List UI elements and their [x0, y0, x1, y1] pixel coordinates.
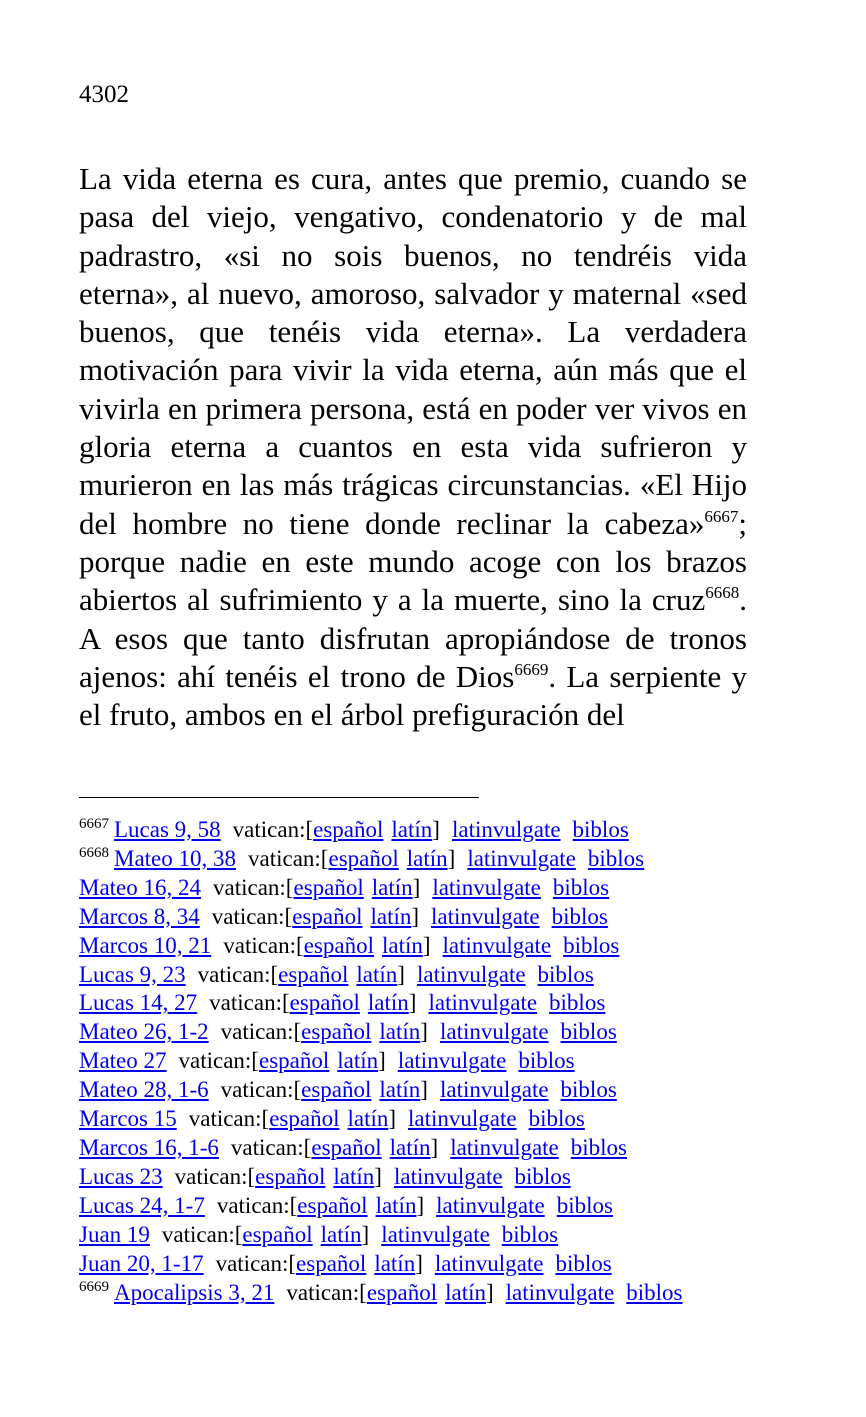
footnote-line: [79, 932, 759, 961]
biblos-link[interactable]: biblos: [552, 874, 610, 900]
body-text-segment: La vida eterna es cura, antes que premio, cuando se pasa del viejo, vengativo, condenatorio y de mal padrastro, «si no sois buenos, no tendréis vida eterna», al nuevo, amoroso, salvador y maternal «sed buenos, que tenéis vida eterna». La verdadera motivación para vivir la vida eterna, aún más que el vivirla en primera persona, está en poder ver vivos en gloria eterna a cuantos en esta vida sufrieron y murieron en las más trágicas circunstancias. «El Hijo del hombre no tiene donde reclinar la cabeza»: [79, 161, 747, 541]
latinvulgate-link[interactable]: latinvulgate: [434, 1250, 544, 1276]
body-text-segment: ; porque nadie en este mundo acoge con los brazos abiertos al sufrimiento y a la muerte, sino la cruz: [79, 505, 747, 618]
footnote-line: [79, 874, 759, 903]
latin-link[interactable]: latín: [391, 817, 433, 842]
latinvulgate-link[interactable]: latinvulgate: [381, 1221, 490, 1247]
scripture-reference-link[interactable]: Lucas 24, 1-7: [79, 1192, 205, 1218]
vatican-label: vatican:[: [213, 874, 294, 900]
biblos-link[interactable]: biblos: [560, 1077, 617, 1103]
biblos-link[interactable]: biblos: [518, 1048, 575, 1074]
espanol-link[interactable]: español: [297, 1192, 368, 1218]
espanol-link[interactable]: español: [328, 845, 399, 871]
latin-link[interactable]: latín: [379, 1019, 421, 1045]
latinvulgate-link[interactable]: latinvulgate: [397, 1048, 507, 1074]
latin-link[interactable]: latín: [389, 1134, 431, 1160]
vatican-label: vatican:[: [197, 961, 279, 987]
biblos-link[interactable]: biblos: [563, 932, 620, 958]
biblos-link[interactable]: biblos: [551, 903, 608, 929]
vatican-close: ]: [420, 1077, 428, 1103]
footnote-line: [79, 1221, 759, 1250]
footnote-line: [79, 1192, 759, 1221]
footnote-line: [79, 1047, 759, 1076]
scripture-reference-link[interactable]: Apocalipsis 3, 21: [114, 1279, 275, 1305]
espanol-link[interactable]: español: [301, 1077, 372, 1103]
latin-link[interactable]: latín: [320, 1221, 362, 1247]
footnote-ref-6669[interactable]: 6669: [514, 659, 549, 679]
footnote-line: [79, 989, 759, 1018]
latin-link[interactable]: latín: [367, 990, 409, 1016]
scripture-reference-link[interactable]: Mateo 27: [79, 1048, 167, 1074]
biblos-link[interactable]: biblos: [556, 1192, 613, 1218]
espanol-link[interactable]: español: [293, 874, 364, 900]
scripture-reference-link[interactable]: Mateo 26, 1-2: [79, 1019, 209, 1045]
espanol-link[interactable]: español: [255, 1163, 326, 1189]
footnote-number: 6669: [79, 1278, 109, 1295]
vatican-close: ]: [374, 1163, 382, 1189]
vatican-label: vatican:[: [220, 1019, 302, 1045]
scripture-reference-link[interactable]: Lucas 9, 58: [114, 817, 221, 842]
latinvulgate-link[interactable]: latinvulgate: [467, 845, 576, 871]
biblos-link[interactable]: biblos: [587, 845, 645, 871]
footnote-divider: [79, 797, 479, 798]
scripture-reference-link[interactable]: Mateo 10, 38: [114, 845, 237, 871]
footnote-ref-6667[interactable]: 6667: [704, 506, 739, 526]
vatican-label: vatican:[: [216, 1192, 298, 1218]
latin-link[interactable]: latín: [374, 1250, 416, 1276]
scripture-reference-link[interactable]: Lucas 9, 23: [79, 961, 186, 987]
footnote-line: [79, 1163, 759, 1192]
vatican-label: vatican:[: [215, 1250, 297, 1276]
vatican-close: ]: [361, 1221, 370, 1247]
latinvulgate-link[interactable]: latinvulgate: [505, 1279, 615, 1305]
footnote-line: [79, 961, 759, 990]
latin-link[interactable]: latín: [381, 932, 423, 958]
biblos-link[interactable]: biblos: [626, 1279, 683, 1305]
espanol-link[interactable]: español: [289, 990, 360, 1016]
latinvulgate-link[interactable]: latinvulgate: [442, 932, 552, 958]
footnote-line: [79, 1105, 759, 1134]
scripture-reference-link[interactable]: Marcos 10, 21: [79, 932, 212, 958]
latinvulgate-link[interactable]: latinvulgate: [408, 1106, 517, 1132]
latin-link[interactable]: latín: [371, 874, 413, 900]
footnote-number: 6668: [79, 844, 109, 861]
espanol-link[interactable]: español: [366, 1279, 438, 1305]
latinvulgate-link[interactable]: latinvulgate: [439, 1077, 549, 1103]
scripture-reference-link[interactable]: Juan 20, 1-17: [79, 1250, 204, 1276]
latinvulgate-link[interactable]: latinvulgate: [450, 1134, 559, 1160]
latin-link[interactable]: latín: [375, 1192, 417, 1218]
scripture-reference-link[interactable]: Juan 19: [79, 1221, 150, 1247]
latinvulgate-link[interactable]: latinvulgate: [393, 1163, 503, 1189]
vatican-close: ]: [412, 874, 421, 900]
footnote-number: 6667: [79, 816, 109, 832]
latinvulgate-link[interactable]: latinvulgate: [451, 817, 561, 842]
footnotes-section: [79, 816, 759, 1307]
espanol-link[interactable]: español: [296, 1250, 367, 1276]
latin-link[interactable]: latín: [333, 1163, 375, 1189]
latinvulgate-link[interactable]: latinvulgate: [416, 961, 526, 987]
vatican-close: ]: [432, 817, 440, 842]
vatican-close: ]: [420, 1019, 428, 1045]
vatican-close: ]: [447, 845, 456, 871]
espanol-link[interactable]: español: [258, 1048, 330, 1074]
biblos-link[interactable]: biblos: [555, 1250, 612, 1276]
vatican-label: vatican:[: [286, 1279, 367, 1305]
vatican-label: vatican:[: [178, 1048, 259, 1074]
biblos-link[interactable]: biblos: [537, 961, 594, 987]
vatican-label: vatican:[: [161, 1221, 243, 1247]
biblos-link[interactable]: biblos: [549, 990, 606, 1016]
footnote-line: [79, 845, 759, 874]
vatican-close: ]: [416, 1192, 425, 1218]
footnote-line: [79, 903, 759, 932]
vatican-label: vatican:[: [248, 845, 329, 871]
latin-link[interactable]: latín: [406, 845, 448, 871]
vatican-close: ]: [388, 1106, 397, 1132]
vatican-label: vatican:[: [188, 1106, 270, 1132]
latin-link[interactable]: latín: [337, 1048, 379, 1074]
latinvulgate-link[interactable]: latinvulgate: [439, 1019, 549, 1045]
vatican-label: vatican:[: [232, 817, 314, 842]
espanol-link[interactable]: español: [292, 903, 363, 929]
latin-link[interactable]: latín: [370, 903, 412, 929]
espanol-link[interactable]: español: [269, 1106, 340, 1132]
latinvulgate-link[interactable]: latinvulgate: [432, 874, 541, 900]
footnote-line: [79, 1018, 759, 1047]
footnote-line: [79, 1134, 759, 1163]
footnote-line: [79, 1076, 759, 1105]
scripture-reference-link[interactable]: Mateo 28, 1-6: [79, 1077, 209, 1103]
espanol-link[interactable]: español: [311, 1134, 382, 1160]
scripture-reference-link[interactable]: Mateo 16, 24: [79, 874, 202, 900]
latin-link[interactable]: latín: [356, 961, 398, 987]
vatican-label: vatican:[: [211, 903, 293, 929]
body-paragraph: [79, 160, 747, 734]
vatican-label: vatican:[: [223, 932, 304, 958]
biblos-link[interactable]: biblos: [572, 817, 629, 842]
vatican-label: vatican:[: [220, 1077, 302, 1103]
espanol-link[interactable]: español: [278, 961, 349, 987]
latinvulgate-link[interactable]: latinvulgate: [431, 903, 540, 929]
vatican-close: ]: [411, 903, 420, 929]
vatican-close: ]: [378, 1048, 386, 1074]
vatican-close: ]: [422, 932, 431, 958]
scripture-reference-link[interactable]: Marcos 15: [79, 1106, 177, 1132]
vatican-close: ]: [408, 990, 417, 1016]
vatican-label: vatican:[: [209, 990, 290, 1016]
vatican-close: ]: [397, 961, 405, 987]
vatican-close: ]: [485, 1279, 494, 1305]
latin-link[interactable]: latín: [347, 1106, 389, 1132]
scripture-reference-link[interactable]: Marcos 16, 1-6: [79, 1134, 219, 1160]
espanol-link[interactable]: español: [313, 817, 384, 842]
espanol-link[interactable]: español: [301, 1019, 372, 1045]
vatican-close: ]: [430, 1134, 439, 1160]
footnote-line: [79, 1279, 759, 1308]
biblos-link[interactable]: biblos: [501, 1221, 559, 1247]
biblos-link[interactable]: biblos: [528, 1106, 585, 1132]
espanol-link[interactable]: español: [303, 932, 374, 958]
scripture-reference-link[interactable]: Lucas 23: [79, 1163, 163, 1189]
biblos-link[interactable]: biblos: [514, 1163, 571, 1189]
latinvulgate-link[interactable]: latinvulgate: [436, 1192, 545, 1218]
latinvulgate-link[interactable]: latinvulgate: [428, 990, 538, 1016]
scripture-reference-link[interactable]: Lucas 14, 27: [79, 990, 198, 1016]
vatican-close: ]: [415, 1250, 423, 1276]
body-text-segment: . A esos que tanto disfrutan apropiándose de tronos ajenos: ahí tenéis el trono de Dios: [79, 582, 747, 694]
latin-link[interactable]: latín: [445, 1279, 486, 1305]
biblos-link[interactable]: biblos: [570, 1134, 627, 1160]
vatican-label: vatican:[: [230, 1134, 312, 1160]
page-number: 4302: [79, 81, 129, 108]
vatican-label: vatican:[: [174, 1163, 256, 1189]
scripture-reference-link[interactable]: Marcos 8, 34: [79, 903, 200, 929]
body-text-segment: . La serpiente y el fruto, ambos en el árbol prefiguración del: [79, 658, 747, 733]
footnote-line: [79, 1250, 759, 1279]
footnote-line: [79, 816, 759, 845]
espanol-link[interactable]: español: [242, 1221, 313, 1247]
footnote-ref-6668[interactable]: 6668: [705, 583, 740, 603]
biblos-link[interactable]: biblos: [560, 1019, 617, 1045]
latin-link[interactable]: latín: [379, 1077, 421, 1103]
